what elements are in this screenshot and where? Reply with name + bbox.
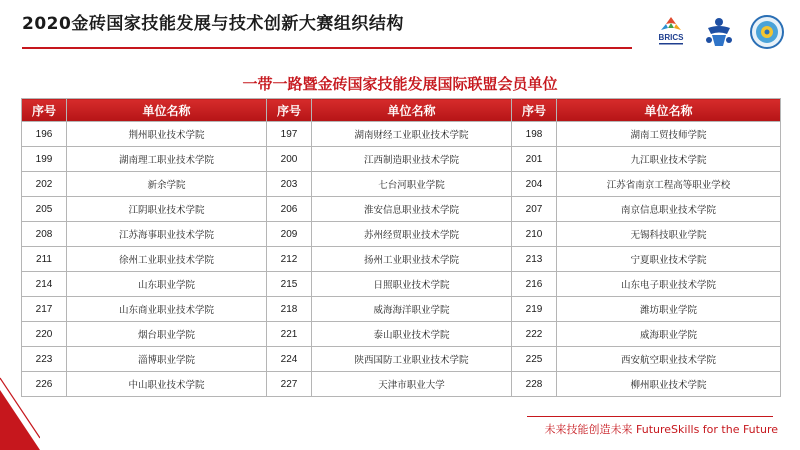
header-unit-name: 单位名称 (67, 99, 267, 122)
serial-number-cell: 220 (22, 322, 67, 347)
table-row (22, 297, 781, 322)
table-row (22, 272, 781, 297)
unit-name-cell: 新余学院 (67, 172, 267, 197)
header-serial-number: 序号 (512, 99, 557, 122)
serial-number-cell: 201 (512, 147, 557, 172)
unit-name-cell: 陕西国防工业职业技术学院 (312, 347, 512, 372)
serial-number-cell: 224 (267, 347, 312, 372)
serial-number-cell: 222 (512, 322, 557, 347)
footer-divider (527, 416, 773, 417)
unit-name-cell: 江苏海事职业技术学院 (67, 222, 267, 247)
unit-name-cell: 西安航空职业技术学院 (557, 347, 781, 372)
table-row (22, 197, 781, 222)
brics-logo-text: BRICS (658, 33, 684, 42)
serial-number-cell: 210 (512, 222, 557, 247)
table-subtitle: 一带一路暨金砖国家技能发展国际联盟会员单位 (242, 75, 558, 93)
serial-number-cell: 202 (22, 172, 67, 197)
unit-name-cell: 无锡科技职业学院 (557, 222, 781, 247)
footer-slogan: 未来技能创造未来 FutureSkills for the Future (544, 423, 778, 436)
serial-number-cell: 214 (22, 272, 67, 297)
serial-number-cell: 215 (267, 272, 312, 297)
unit-name-cell: 淄博职业学院 (67, 347, 267, 372)
unit-name-cell: 湖南理工职业技术学院 (67, 147, 267, 172)
serial-number-cell: 223 (22, 347, 67, 372)
unit-name-cell: 荆州职业技术学院 (67, 122, 267, 147)
unit-name-cell: 宁夏职业技术学院 (557, 247, 781, 272)
blue-figure-emblem-logo (700, 14, 738, 50)
unit-name-cell: 中山职业技术学院 (67, 372, 267, 397)
serial-number-cell: 200 (267, 147, 312, 172)
unit-name-cell: 扬州工业职业技术学院 (312, 247, 512, 272)
serial-number-cell: 227 (267, 372, 312, 397)
unit-name-cell: 山东电子职业技术学院 (557, 272, 781, 297)
unit-name-cell: 江西制造职业技术学院 (312, 147, 512, 172)
table-header-row (22, 99, 781, 122)
table-row (22, 222, 781, 247)
serial-number-cell: 209 (267, 222, 312, 247)
unit-name-cell: 九江职业技术学院 (557, 147, 781, 172)
serial-number-cell: 207 (512, 197, 557, 222)
logo-group (652, 14, 786, 50)
table-row (22, 322, 781, 347)
unit-name-cell: 天津市职业大学 (312, 372, 512, 397)
unit-name-cell: 威海海洋职业学院 (312, 297, 512, 322)
table-row (22, 247, 781, 272)
unit-name-cell: 柳州职业技术学院 (557, 372, 781, 397)
serial-number-cell: 203 (267, 172, 312, 197)
header-unit-name: 单位名称 (557, 99, 781, 122)
serial-number-cell: 208 (22, 222, 67, 247)
serial-number-cell: 206 (267, 197, 312, 222)
serial-number-cell: 204 (512, 172, 557, 197)
header-serial-number: 序号 (267, 99, 312, 122)
title-underline (22, 47, 632, 49)
unit-name-cell: 淮安信息职业技术学院 (312, 197, 512, 222)
serial-number-cell: 221 (267, 322, 312, 347)
serial-number-cell: 213 (512, 247, 557, 272)
red-corner-decoration (0, 360, 40, 450)
unit-name-cell: 徐州工业职业技术学院 (67, 247, 267, 272)
serial-number-cell: 196 (22, 122, 67, 147)
circular-globe-emblem-logo (748, 14, 786, 50)
table-row (22, 122, 781, 147)
unit-name-cell: 山东商业职业技术学院 (67, 297, 267, 322)
serial-number-cell: 216 (512, 272, 557, 297)
unit-name-cell: 江阴职业技术学院 (67, 197, 267, 222)
serial-number-cell: 205 (22, 197, 67, 222)
unit-name-cell: 烟台职业学院 (67, 322, 267, 347)
page-title: 2020金砖国家技能发展与技术创新大赛组织结构 (22, 14, 404, 34)
table-row (22, 147, 781, 172)
serial-number-cell: 212 (267, 247, 312, 272)
table-row (22, 172, 781, 197)
serial-number-cell: 217 (22, 297, 67, 322)
serial-number-cell: 228 (512, 372, 557, 397)
member-units-table (21, 98, 781, 397)
serial-number-cell: 218 (267, 297, 312, 322)
unit-name-cell: 潍坊职业学院 (557, 297, 781, 322)
serial-number-cell: 226 (22, 372, 67, 397)
serial-number-cell: 197 (267, 122, 312, 147)
unit-name-cell: 泰山职业技术学院 (312, 322, 512, 347)
unit-name-cell: 山东职业学院 (67, 272, 267, 297)
header-unit-name: 单位名称 (312, 99, 512, 122)
brics-business-council-logo (652, 14, 690, 50)
table-row (22, 372, 781, 397)
unit-name-cell: 江苏省南京工程高等职业学校 (557, 172, 781, 197)
unit-name-cell: 七台河职业学院 (312, 172, 512, 197)
unit-name-cell: 湖南工贸技师学院 (557, 122, 781, 147)
unit-name-cell: 南京信息职业技术学院 (557, 197, 781, 222)
serial-number-cell: 219 (512, 297, 557, 322)
table-body (22, 122, 781, 397)
serial-number-cell: 225 (512, 347, 557, 372)
unit-name-cell: 日照职业技术学院 (312, 272, 512, 297)
serial-number-cell: 199 (22, 147, 67, 172)
serial-number-cell: 198 (512, 122, 557, 147)
unit-name-cell: 威海职业学院 (557, 322, 781, 347)
unit-name-cell: 苏州经贸职业技术学院 (312, 222, 512, 247)
unit-name-cell: 湖南财经工业职业技术学院 (312, 122, 512, 147)
serial-number-cell: 211 (22, 247, 67, 272)
header-serial-number: 序号 (22, 99, 67, 122)
table-row (22, 347, 781, 372)
